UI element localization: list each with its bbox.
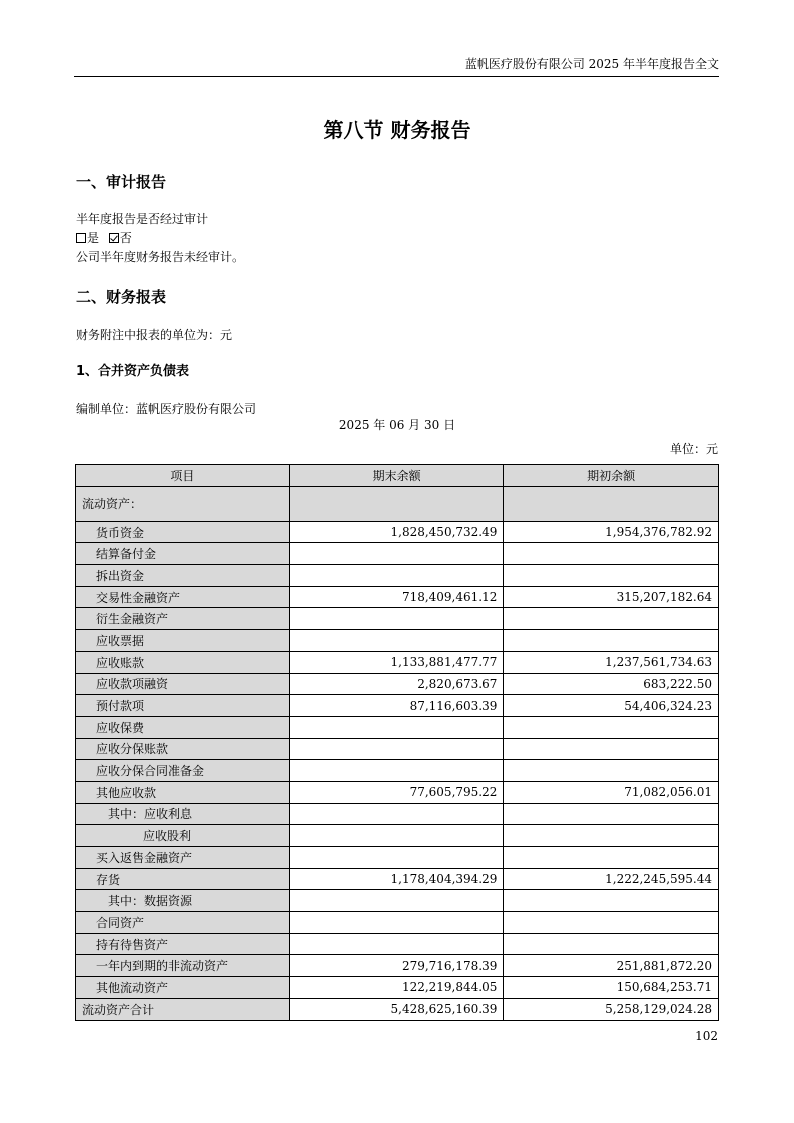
table-row — [76, 695, 719, 717]
row-beginning-balance — [504, 608, 719, 630]
table-row — [76, 608, 719, 630]
row-ending-balance — [289, 630, 504, 652]
table-row — [76, 760, 719, 782]
financial-statements-heading: 二、财务报表 — [76, 288, 167, 306]
row-item-label: 合同资产 — [76, 912, 290, 934]
row-ending-balance — [289, 760, 504, 782]
unit-label: 单位：元 — [669, 442, 718, 456]
row-ending-balance — [289, 543, 504, 565]
row-ending-balance: 718,409,461.12 — [289, 586, 504, 608]
row-ending-balance — [289, 565, 504, 587]
row-beginning-balance: 1,954,376,782.92 — [504, 521, 719, 543]
audit-report-heading: 一、审计报告 — [76, 173, 167, 191]
column-header-beginning-balance: 期初余额 — [504, 465, 719, 487]
row-ending-balance: 1,828,450,732.49 — [289, 521, 504, 543]
row-item-label: 存货 — [76, 868, 290, 890]
table-row — [76, 630, 719, 652]
table-row — [76, 781, 719, 803]
audit-question: 半年度报告是否经过审计 — [76, 212, 209, 226]
row-item-label: 应收分保合同准备金 — [76, 760, 290, 782]
row-ending-balance: 77,605,795.22 — [289, 781, 504, 803]
column-header-item: 项目 — [76, 465, 290, 487]
row-item-label: 持有待售资产 — [76, 933, 290, 955]
row-beginning-balance — [504, 543, 719, 565]
row-ending-balance — [289, 933, 504, 955]
table-row — [76, 673, 719, 695]
row-ending-balance — [289, 608, 504, 630]
row-beginning-balance — [504, 890, 719, 912]
row-beginning-balance — [504, 912, 719, 934]
row-item-label: 衍生金融资产 — [76, 608, 290, 630]
row-beginning-balance — [504, 565, 719, 587]
row-item-label: 其中：应收利息 — [76, 803, 290, 825]
balance-sheet-table — [75, 464, 719, 1021]
table-row — [76, 868, 719, 890]
row-item-label: 拆出资金 — [76, 565, 290, 587]
table-row — [76, 847, 719, 869]
table-body — [76, 486, 719, 1020]
header-divider — [74, 76, 719, 77]
table-row — [76, 565, 719, 587]
row-beginning-balance: 5,258,129,024.28 — [504, 998, 719, 1020]
table-row — [76, 651, 719, 673]
row-ending-balance: 1,133,881,477.77 — [289, 651, 504, 673]
table-row — [76, 521, 719, 543]
row-item-label: 交易性金融资产 — [76, 586, 290, 608]
row-beginning-balance — [504, 803, 719, 825]
row-ending-balance — [289, 716, 504, 738]
row-item-label: 应收款项融资 — [76, 673, 290, 695]
table-row — [76, 890, 719, 912]
row-ending-balance: 87,116,603.39 — [289, 695, 504, 717]
checkbox-checked-icon[interactable] — [109, 233, 119, 243]
column-header-ending-balance: 期末余额 — [289, 465, 504, 487]
audit-options — [76, 230, 132, 246]
row-beginning-balance — [504, 738, 719, 760]
row-beginning-balance: 683,222.50 — [504, 673, 719, 695]
row-ending-balance — [289, 825, 504, 847]
row-ending-balance — [289, 738, 504, 760]
row-item-label: 应收保费 — [76, 716, 290, 738]
row-item-label: 应收分保账款 — [76, 738, 290, 760]
row-item-label: 应收股利 — [76, 825, 290, 847]
row-ending-balance — [289, 847, 504, 869]
row-beginning-balance — [504, 486, 719, 521]
unit-note: 财务附注中报表的单位为：元 — [76, 328, 233, 342]
row-beginning-balance — [504, 716, 719, 738]
row-item-label: 其他应收款 — [76, 781, 290, 803]
row-item-label: 预付款项 — [76, 695, 290, 717]
row-item-label: 一年内到期的非流动资产 — [76, 955, 290, 977]
row-ending-balance: 1,178,404,394.29 — [289, 868, 504, 890]
row-beginning-balance: 251,881,872.20 — [504, 955, 719, 977]
table-row — [76, 912, 719, 934]
row-beginning-balance — [504, 760, 719, 782]
table-row — [76, 803, 719, 825]
running-header: 蓝帆医疗股份有限公司 2025 年半年度报告全文 — [464, 57, 719, 71]
row-ending-balance — [289, 803, 504, 825]
row-item-label: 其他流动资产 — [76, 977, 290, 999]
row-ending-balance: 279,716,178.39 — [289, 955, 504, 977]
preparer: 编制单位：蓝帆医疗股份有限公司 — [76, 402, 257, 416]
row-item-label: 买入返售金融资产 — [76, 847, 290, 869]
section-title: 第八节 财务报告 — [323, 118, 471, 142]
row-beginning-balance: 71,082,056.01 — [504, 781, 719, 803]
row-ending-balance — [289, 890, 504, 912]
row-ending-balance: 5,428,625,160.39 — [289, 998, 504, 1020]
table-row — [76, 543, 719, 565]
row-item-label: 流动资产： — [76, 486, 290, 521]
row-beginning-balance: 1,237,561,734.63 — [504, 651, 719, 673]
audit-statement: 公司半年度财务报告未经审计。 — [76, 250, 245, 264]
table-header-row — [76, 465, 719, 487]
row-ending-balance — [289, 486, 504, 521]
table-row — [76, 977, 719, 999]
row-item-label: 结算备付金 — [76, 543, 290, 565]
table-row — [76, 586, 719, 608]
row-beginning-balance: 150,684,253.71 — [504, 977, 719, 999]
row-ending-balance: 122,219,844.05 — [289, 977, 504, 999]
row-ending-balance — [289, 912, 504, 934]
table-row — [76, 933, 719, 955]
table-row — [76, 716, 719, 738]
row-item-label: 其中：数据资源 — [76, 890, 290, 912]
option-yes[interactable] — [76, 230, 99, 246]
row-item-label: 流动资产合计 — [76, 998, 290, 1020]
table-category-row — [76, 486, 719, 521]
row-beginning-balance: 54,406,324.23 — [504, 695, 719, 717]
row-beginning-balance — [504, 847, 719, 869]
row-beginning-balance — [504, 933, 719, 955]
row-item-label: 应收账款 — [76, 651, 290, 673]
option-no-label: 否 — [119, 231, 132, 245]
option-no[interactable] — [109, 230, 132, 246]
balance-sheet-heading: 1、合并资产负债表 — [76, 364, 190, 379]
row-ending-balance: 2,820,673.67 — [289, 673, 504, 695]
row-item-label: 货币资金 — [76, 521, 290, 543]
table-row — [76, 998, 719, 1020]
report-date: 2025 年 06 月 30 日 — [338, 418, 456, 432]
table-row — [76, 955, 719, 977]
row-beginning-balance — [504, 630, 719, 652]
page-number: 102 — [695, 1029, 718, 1043]
row-beginning-balance: 1,222,245,595.44 — [504, 868, 719, 890]
table-row — [76, 825, 719, 847]
row-beginning-balance: 315,207,182.64 — [504, 586, 719, 608]
option-yes-label: 是 — [87, 231, 100, 245]
table-row — [76, 738, 719, 760]
checkbox-unchecked-icon[interactable] — [76, 233, 86, 243]
row-beginning-balance — [504, 825, 719, 847]
row-item-label: 应收票据 — [76, 630, 290, 652]
